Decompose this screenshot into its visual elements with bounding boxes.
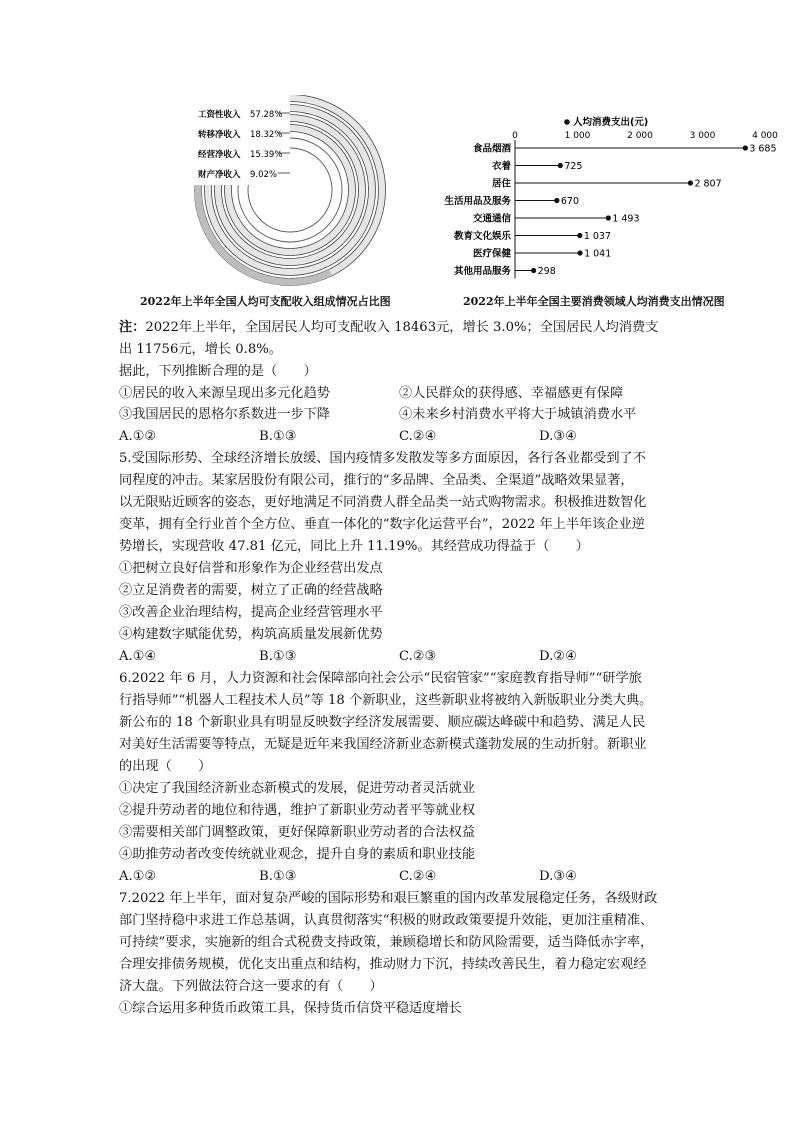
category-label: 居住 (491, 178, 511, 190)
note-text-1: 2022年上半年，全国居民人均可支配收入 18463元，增长 3.0%；全国居民人均消费支 (145, 320, 659, 335)
q5-option-b[interactable]: B.①③ (259, 649, 297, 664)
q4-option-d[interactable]: D.③④ (539, 429, 577, 444)
q4-option-a[interactable]: A.①② (119, 429, 157, 444)
note-line-1 (119, 319, 658, 337)
value-label: 3 685 (749, 143, 777, 155)
value-label: 298 (537, 266, 556, 277)
income-ring-chart (190, 95, 390, 295)
lollipop-dot (554, 198, 559, 203)
q5-statement-4: ④构建数字赋能优势，构筑高质量发展新优势 (119, 627, 383, 642)
q4-statement-2: ②人民群众的获得感、幸福感更有保障 (399, 386, 624, 401)
q7-line-1: 7.2022 年上半年，面对复杂严峻的国际形势和艰巨繁重的国内改革发展稳定任务，各级财政 (119, 891, 658, 906)
q7-line-4: 合理安排债务规模，优化支出重点和结构，推动财力下沉，持续改善民生，着力稳定宏观经 (119, 957, 647, 972)
ring-value-wage: 57.28% (250, 110, 283, 120)
x-tick-label: 1 000 (564, 131, 591, 141)
q4-statement-1: ①居民的收入来源呈现出多元化趋势 (119, 386, 330, 401)
lollipop-dot (558, 163, 563, 168)
q6-statement-4: ④助推劳动者改变传统就业观念，提升自身的素质和职业技能 (119, 847, 476, 862)
q7-line-5: 济大盘。下列做法符合这一要求的有（ ） (119, 979, 383, 994)
category-label: 医疗保健 (472, 248, 511, 260)
category-label: 食品烟酒 (472, 143, 511, 155)
ring-label-wage: 工资性收入 (198, 110, 241, 120)
q6-statement-2: ②提升劳动者的地位和待遇，维护了新职业劳动者平等就业权 (119, 803, 476, 818)
x-tick-label: 2 000 (627, 131, 653, 141)
q5-option-a[interactable]: A.①④ (119, 649, 157, 664)
note-label: 注： (119, 320, 146, 335)
q6-line-5: 的出现（ ） (119, 759, 212, 774)
lollipop-dot (743, 145, 748, 150)
q5-line-3: 以无限贴近顾客的姿态，更好地满足不同消费人群全品类一站式购物需求。积极推进数智化 (119, 495, 647, 510)
value-label: 2 807 (694, 178, 722, 190)
q6-line-4: 对美好生活需要等特点，无疑是近年来我国经济新业态新模式蓬勃发展的生动折射。新职业 (119, 737, 647, 752)
q6-statement-1: ①决定了我国经济新业态新模式的发展，促进劳动者灵活就业 (119, 781, 476, 796)
lollipop-dot (577, 233, 582, 238)
q7-statement-1: ①综合运用多种货币政策工具，保持货币信贷平稳适度增长 (119, 1001, 462, 1016)
q6-option-c[interactable]: C.②④ (399, 869, 437, 884)
value-label: 1 493 (612, 213, 640, 225)
bar-chart-caption: 2022年上半年全国主要消费领域人均消费支出情况图 (463, 295, 725, 308)
q5-option-d[interactable]: D.②④ (539, 649, 577, 664)
q5-statement-3: ③改善企业治理结构，提高企业经营管理水平 (119, 605, 383, 620)
value-label: 1 041 (584, 248, 612, 260)
ring-label-transfer: 转移净收入 (198, 130, 241, 140)
value-label: 725 (564, 161, 583, 172)
consumption-bar-chart (420, 112, 780, 282)
lollipop-dot (688, 180, 693, 185)
q5-option-c[interactable]: C.②③ (399, 649, 437, 664)
q6-option-b[interactable]: B.①③ (259, 869, 297, 884)
q4-stem: 据此，下列推断合理的是（ ） (119, 364, 317, 379)
value-label: 670 (560, 196, 580, 207)
lollipop-dot (531, 268, 536, 273)
q6-line-2: 行指导师”“机器人工程技术人员”等 18 个新职业，这些新职业将被纳入新版职业分类大典。 (119, 693, 653, 708)
q4-option-b[interactable]: B.①③ (259, 429, 297, 444)
q5-line-2: 同程度的冲击。某家居股份有限公司，推行的“多品牌、全品类、全渠道”战略效果显著， (119, 473, 634, 488)
chart-title: 人均消费支出(元) (573, 117, 649, 128)
q6-line-3: 新公布的 18 个新职业具有明显反映数字经济发展需要、顺应碳达峰碳中和趋势、满足人民 (119, 715, 646, 730)
q6-line-1: 6.2022 年 6 月，人力资源和社会保障部向社会公示“民宿管家”“家庭教育指导师”“研学旅 (119, 671, 642, 686)
category-label: 衣着 (491, 161, 511, 172)
ring-value-property: 9.02% (250, 170, 278, 180)
ring-value-business: 15.39% (250, 150, 283, 160)
category-label: 交通通信 (472, 213, 511, 225)
lollipop-dot (577, 250, 582, 255)
q4-statement-3: ③我国居民的恩格尔系数进一步下降 (119, 407, 330, 422)
q4-option-c[interactable]: C.②④ (399, 429, 437, 444)
q4-statement-4: ④未来乡村消费水平将大于城镇消费水平 (399, 407, 637, 422)
q6-option-d[interactable]: D.③④ (539, 869, 577, 884)
q6-statement-3: ③需要相关部门调整政策，更好保障新职业劳动者的合法权益 (119, 825, 476, 840)
ring-value-transfer: 18.32% (250, 130, 283, 140)
x-tick-label: 0 (512, 131, 518, 141)
q7-line-2: 部门坚持稳中求进工作总基调，认真贯彻落实“积极的财政政策要提升效能，更加注重精准、 (119, 913, 654, 928)
q5-line-5: 势增长，实现营收 47.81 亿元，同比上升 11.19%。其经营成功得益于（ ） (119, 539, 589, 554)
ring-chart-caption: 2022年上半年全国人均可支配收入组成情况占比图 (140, 295, 391, 308)
q7-line-3: 可持续”要求，实施新的组合式税费支持政策，兼顾稳增长和防风险需要，适当降低赤字率， (119, 935, 654, 950)
q5-statement-2: ②立足消费者的需要，树立了正确的经营战略 (119, 583, 383, 598)
q5-line-1: 5.受国际形势、全球经济增长放缓、国内疫情多发散发等多方面原因，各行各业都受到了不 (119, 451, 646, 466)
ring-label-business: 经营净收入 (198, 150, 241, 160)
q5-line-4: 变革，拥有全行业首个全方位、垂直一体化的“数字化运营平台”，2022 年上半年该企业逆 (119, 517, 645, 532)
category-label: 生活用品及服务 (444, 196, 511, 207)
category-label: 其他用品服务 (453, 266, 511, 277)
q5-statement-1: ①把树立良好信誉和形象作为企业经营出发点 (119, 561, 383, 576)
legend-dot (564, 119, 570, 125)
x-tick-label: 4 000 (752, 131, 778, 141)
note-line-2: 出 11756元，增长 0.8%。 (119, 342, 282, 357)
ring-label-property: 财产净收入 (198, 170, 241, 180)
x-tick-label: 3 000 (689, 131, 716, 141)
category-label: 教育文化娱乐 (453, 231, 511, 242)
q6-option-a[interactable]: A.①② (119, 869, 157, 884)
value-label: 1 037 (583, 231, 612, 242)
lollipop-dot (606, 215, 611, 220)
